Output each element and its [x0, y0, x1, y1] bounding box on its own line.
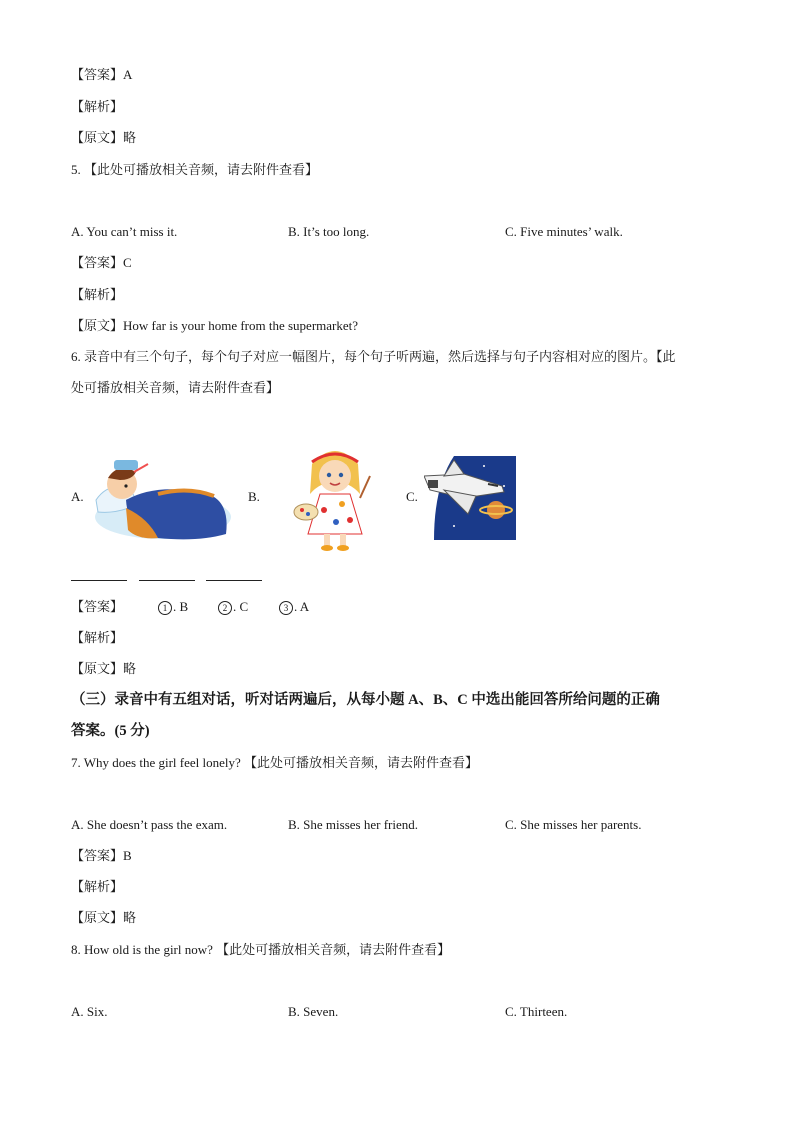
question-5-prompt: 5. 【此处可播放相关音频，请去附件查看】 [71, 162, 319, 177]
answer-blank-1[interactable] [71, 580, 127, 581]
question-6-prompt-line2: 处可播放相关音频，请去附件查看】 [71, 380, 280, 395]
question-6-prompt-line1: 6. 录音中有三个句子，每个句子对应一幅图片，每个句子听两遍，然后选择与句子内容相对应的图片。【此 [71, 349, 676, 364]
q5-analysis: 【解析】 [71, 287, 124, 302]
question-8-prompt: 8. How old is the girl now? 【此处可播放相关音频，请去附件查看】 [71, 942, 451, 957]
q5-option-c: C. Five minutes’ walk. [505, 224, 623, 239]
q6-answer-label: 【答案】 [71, 599, 124, 614]
q5-answer: 【答案】C [71, 255, 132, 270]
q8-option-a: A. Six. [71, 1004, 108, 1019]
q7-option-c: C. She misses her parents. [505, 817, 642, 832]
answer-number: 1 [158, 601, 172, 615]
q7-original-text: 【原文】略 [71, 910, 137, 925]
answer-blank-2[interactable] [139, 580, 195, 581]
q8-option-c: C. Thirteen. [505, 1004, 568, 1019]
q6-answer-1 [158, 598, 188, 616]
girl-painting-icon [290, 442, 380, 560]
q5-option-b: B. It’s too long. [288, 224, 370, 239]
section-3-heading-line1: （三）录音中有五组对话，听对话两遍后，从每小题 A、B、C 中选出能回答所给问题的正确 [71, 692, 660, 708]
question-7-prompt: 7. Why does the girl feel lonely? 【此处可播放相关音频，请去附件查看】 [71, 755, 479, 770]
q7-option-b: B. She misses her friend. [288, 817, 418, 832]
q6-analysis: 【解析】 [71, 630, 124, 645]
space-shuttle-icon [424, 456, 516, 544]
answer-value: . A [294, 599, 310, 614]
q7-analysis: 【解析】 [71, 879, 124, 894]
answer-blank-3[interactable] [206, 580, 262, 581]
original-text-label: 【原文】略 [71, 130, 137, 145]
analysis-label: 【解析】 [71, 99, 124, 114]
q7-answer: 【答案】B [71, 848, 132, 863]
picture-label-c: C. [406, 489, 418, 504]
answer-number: 2 [218, 601, 232, 615]
q5-original-text: 【原文】How far is your home from the supermarket? [71, 318, 359, 333]
q8-option-b: B. Seven. [288, 1004, 339, 1019]
answer-number: 3 [279, 601, 293, 615]
q6-answer-2 [218, 598, 248, 616]
answer-label: 【答案】A [71, 67, 133, 82]
section-3-heading-line2: 答案。(5 分) [71, 723, 150, 739]
q7-option-a: A. She doesn’t pass the exam. [71, 817, 228, 832]
q5-option-a: A. You can’t miss it. [71, 224, 178, 239]
q6-original-text: 【原文】略 [71, 661, 137, 676]
sick-boy-in-bed-icon [88, 442, 234, 552]
answer-value: . C [233, 599, 249, 614]
picture-label-a: A. [71, 489, 84, 504]
picture-label-b: B. [248, 489, 260, 504]
q6-answer-3 [279, 598, 309, 616]
answer-value: . B [173, 599, 189, 614]
